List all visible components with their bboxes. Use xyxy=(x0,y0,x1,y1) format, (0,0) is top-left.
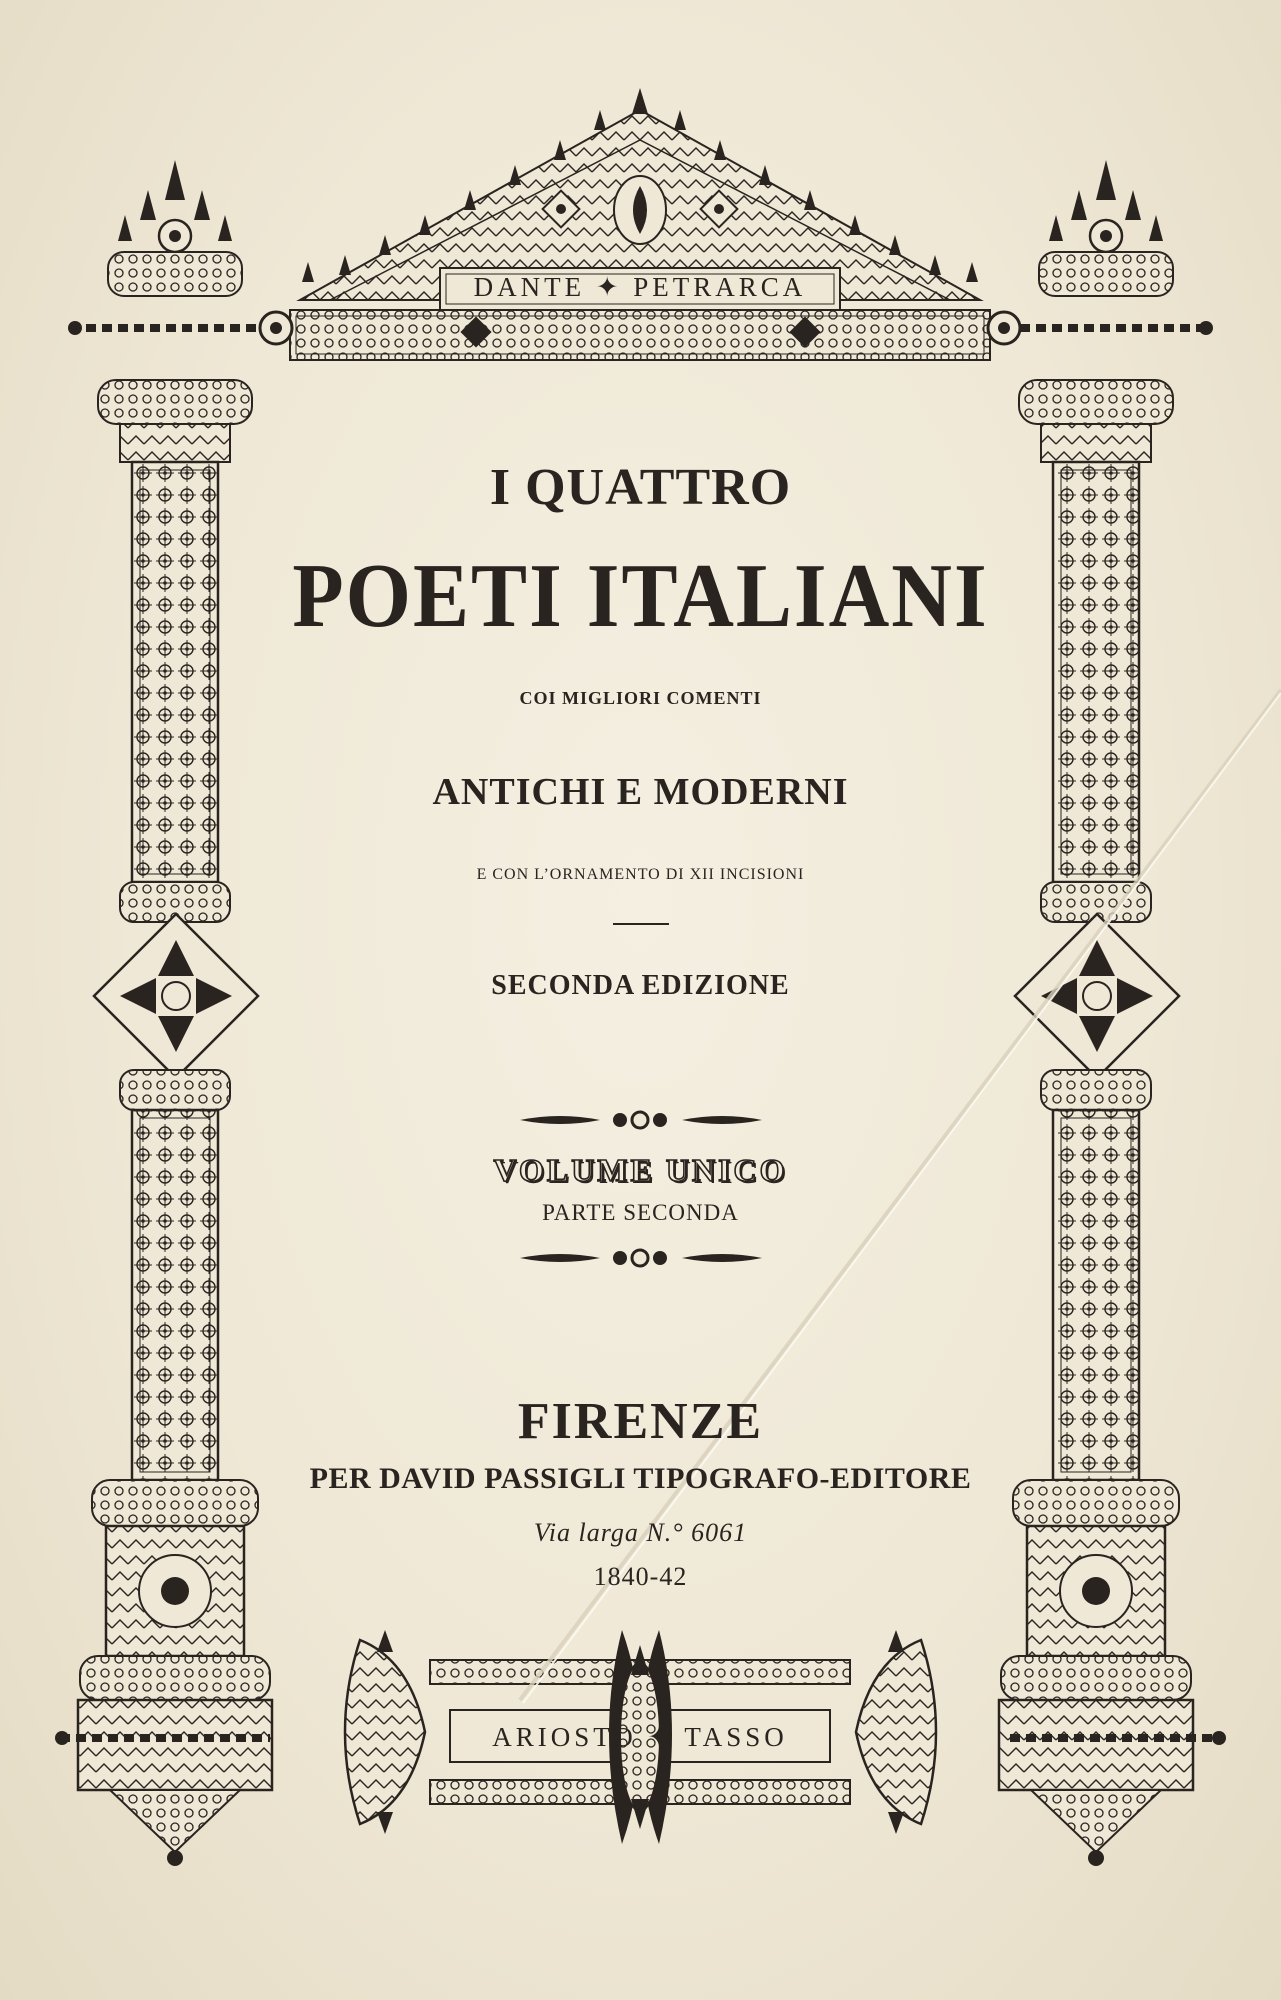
volume-part: PARTE SECONDA xyxy=(542,1200,739,1225)
imprint-city: FIRENZE xyxy=(517,1393,764,1450)
subtitle-line-2: ANTICHI E MODERNI xyxy=(432,771,849,813)
fleuron-bottom xyxy=(520,1250,762,1266)
subtitle-line-3: E CON L’ORNAMENTO DI XII INCISIONI xyxy=(476,866,805,883)
subtitle-line-1: COI MIGLIORI COMENTI xyxy=(519,688,762,708)
frame-label-bottom: ARIOSTO ✦ TASSO xyxy=(492,1722,788,1752)
edition: SECONDA EDIZIONE xyxy=(491,970,790,1001)
title-line-1: I QUATTRO xyxy=(489,459,792,516)
volume-label: VOLUME UNICO xyxy=(493,1152,788,1188)
imprint-address: Via larga N.° 6061 xyxy=(533,1518,748,1547)
title-line-2: POETI ITALIANI xyxy=(292,546,989,647)
imprint-publisher: PER DAVID PASSIGLI TIPOGRAFO-EDITORE xyxy=(309,1462,972,1495)
fleuron-top xyxy=(520,1112,762,1128)
right-column xyxy=(999,160,1193,1866)
left-column xyxy=(78,160,272,1866)
imprint-years: 1840-42 xyxy=(593,1562,688,1591)
top-entablature xyxy=(68,310,1213,360)
divider-rule xyxy=(613,923,669,925)
frame-label-top: DANTE ✦ PETRARCA xyxy=(473,272,807,302)
